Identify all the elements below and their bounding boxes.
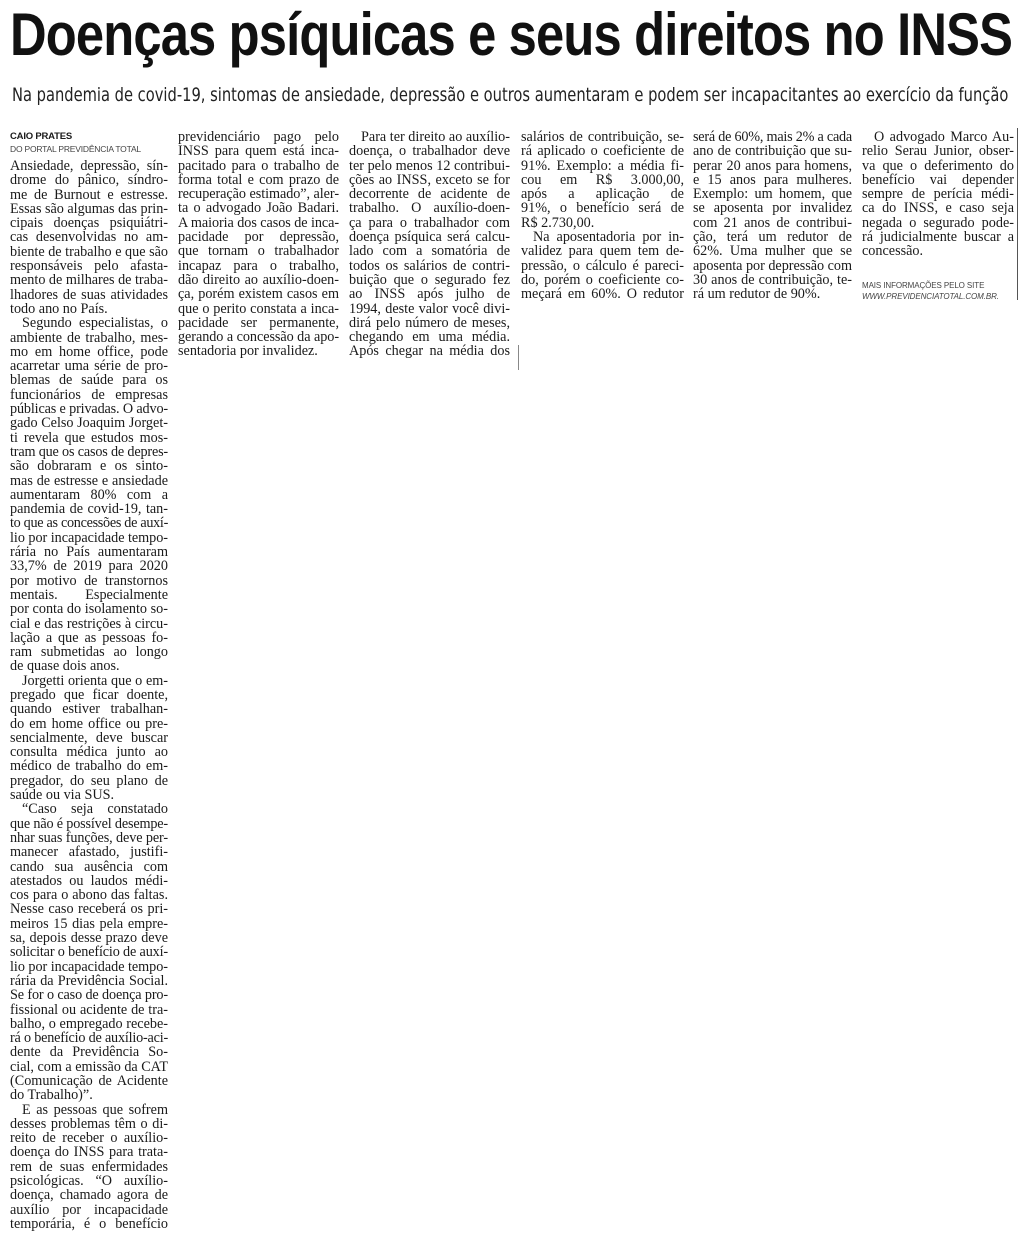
text-line: sencialmente, deve buscar — [10, 729, 168, 746]
text-line: pacitado para o trabalho de — [178, 157, 339, 174]
text-line: por conta do isolamento so- — [10, 601, 168, 618]
text-line: gado Celso Joaquim Jorget- — [10, 415, 168, 432]
text-line: blemas de saúde para os — [10, 372, 168, 389]
text-line: 33,7% de 2019 para 2020 — [10, 558, 168, 575]
subheadline-text: Na pandemia de covid-19, sintomas de ansiedade, depressão e outros aumentaram e podem ser incapacitantes ao exercício da função — [12, 84, 1009, 106]
text-line: que não é possível desempe- — [10, 815, 168, 832]
text-line: quando estiver trabalhan- — [10, 701, 168, 718]
text-line: lado com a somatória de — [349, 243, 510, 260]
paragraph — [521, 230, 684, 301]
text-line: cial e das restrições à circu- — [10, 615, 168, 632]
text-line: desses problemas têm o di- — [10, 1115, 168, 1132]
text-line: responsáveis pelo afasta- — [10, 258, 168, 275]
text-line: são dobraram e os sinto- — [10, 458, 168, 475]
paragraph — [693, 130, 852, 302]
text-line: dirá pelo número de meses, — [349, 314, 510, 331]
text-line: Essas são algumas das prin- — [10, 200, 168, 217]
text-line: ta o advogado João Badari. — [178, 200, 339, 217]
paragraph — [10, 316, 168, 673]
text-line: psicológicas. “O auxílio- — [10, 1173, 168, 1190]
text-line: INSS para quem está inca- — [178, 143, 339, 160]
article-column-4 — [521, 130, 684, 302]
text-line: ção, terá um redutor de — [693, 229, 852, 246]
text-line: va que o deferimento do — [862, 157, 1014, 174]
text-line: rá aplicado o coeficiente de — [521, 143, 684, 160]
text-line: ções ao INSS, exceto se for — [349, 171, 510, 188]
text-line: ter pelo menos 12 contribui- — [349, 157, 510, 174]
text-line: Nesse caso receberá os pri- — [10, 901, 168, 918]
text-line: que tornam o trabalhador — [178, 243, 339, 260]
text-line: por motivo de transtornos — [10, 572, 168, 589]
text-line: atestados ou laudos médi- — [10, 872, 168, 889]
text-line: médico de trabalho do em- — [10, 758, 168, 775]
text-line: mo em home office, pode — [10, 343, 168, 360]
text-line: lhadores de suas atividades — [10, 286, 168, 303]
text-line: doença psíquica será calcu- — [349, 229, 510, 246]
text-line: de quase dois anos. — [10, 658, 120, 675]
text-line: rá o benefício de auxílio-aci- — [10, 1030, 168, 1047]
text-line: previdenciário pago pelo — [178, 129, 339, 145]
text-line: doença, chamado agora de — [10, 1187, 168, 1204]
text-line: que o perito constata a inca- — [178, 300, 339, 317]
text-line: forma total e com prazo de — [178, 171, 339, 188]
text-line: após a aplicação de — [521, 186, 684, 203]
text-line: 91%, o benefício será de — [521, 200, 684, 217]
text-line: do, porém o coeficiente co- — [521, 271, 684, 288]
text-line: Após chegar na média dos — [349, 343, 510, 360]
text-line: do Trabalho)”. — [10, 1087, 93, 1104]
text-line: e 15 anos para mulheres. — [693, 171, 852, 188]
subheadline — [12, 82, 1008, 108]
text-line: Ansiedade, depressão, sín- — [10, 158, 168, 174]
text-line: (Comunicação de Acidente — [10, 1073, 168, 1089]
text-line: recuperação estimado”, aler- — [178, 186, 339, 203]
article-column-3 — [349, 130, 510, 359]
text-line: Para ter direito ao auxílio- — [361, 129, 510, 145]
footnote-url: WWW.PREVIDENCIATOTAL.COM.BR. — [862, 292, 999, 301]
column-divider — [1017, 128, 1018, 300]
text-line: salários de contribuição, se- — [521, 129, 684, 145]
text-line: saúde ou via SUS. — [10, 787, 115, 804]
text-line: rária da Previdência Social. — [10, 972, 168, 989]
text-line: “Caso seja constatado — [22, 801, 168, 818]
paragraph — [10, 1103, 168, 1232]
text-line: mento de milhares de traba- — [10, 272, 168, 289]
text-line: pandemia de covid-19, tan- — [10, 501, 168, 518]
text-line: ram submetidas ao longo — [10, 644, 168, 661]
text-line: aposenta por depressão com — [693, 257, 852, 274]
text-line: gerando a concessão da apo- — [178, 329, 339, 346]
text-line: Segundo especialistas, o — [22, 315, 168, 332]
text-line: públicas e privadas. O advo- — [10, 401, 168, 418]
article-column-1 — [10, 159, 168, 1231]
headline — [10, 2, 1012, 68]
text-line: se aposenta por invalidez — [693, 200, 852, 217]
text-line: fissional ou acidente de tra- — [10, 1001, 168, 1018]
text-line: pregador, do seu plano de — [10, 772, 168, 789]
text-line: dão direito ao auxílio-doen- — [178, 271, 339, 288]
footnote-label: MAIS INFORMAÇÕES PELO SITE — [862, 281, 985, 290]
text-line: R$ 2.730,00. — [521, 214, 595, 231]
text-line: ao INSS após julho de — [349, 286, 510, 303]
text-line: concessão. — [862, 243, 924, 260]
text-line: rem de suas enfermidades — [10, 1158, 168, 1175]
text-line: to que as concessões de auxí- — [10, 515, 168, 532]
text-line: rá um redutor de 90%. — [693, 286, 821, 303]
text-line: acarretar uma série de pro- — [10, 358, 168, 375]
text-line: todo ano no País. — [10, 300, 108, 317]
text-line: pregado que ficar doente, — [10, 686, 168, 703]
text-line: meçará em 60%. O redutor — [521, 286, 684, 303]
text-line: cou em R$ 3.000,00, — [521, 171, 684, 188]
article-column-6 — [862, 130, 1014, 259]
text-line: rá judicialmente buscar a — [862, 229, 1014, 246]
text-line: 30 anos de contribuição, te- — [693, 271, 852, 288]
text-line: sa, depois desse prazo deve — [10, 930, 168, 947]
text-line: cos para o abono das faltas. — [10, 887, 168, 904]
text-line: Jorgetti orienta que o em- — [22, 672, 168, 689]
text-line: doença, o trabalhador deve — [349, 143, 510, 160]
text-line: pacidade por depressão, — [178, 229, 339, 246]
text-line: perar 20 anos para homens, — [693, 157, 852, 174]
text-line: lio por incapacidade tempo- — [10, 958, 168, 975]
text-line: biente de trabalho e que são — [10, 243, 168, 260]
text-line: ambiente de trabalho, mes- — [10, 329, 168, 346]
author-source: DO PORTAL PREVIDÊNCIA TOTAL — [10, 144, 141, 154]
text-line: lio por incapacidade tempo- — [10, 529, 168, 546]
text-line: solicitar o benefício de auxí- — [10, 944, 168, 961]
text-line: sempre de perícia médi- — [862, 186, 1014, 203]
text-line: incapaz para o trabalho, — [178, 257, 339, 274]
footnote — [862, 280, 999, 302]
text-line: doença do INSS para trata- — [10, 1144, 168, 1161]
text-line: auxílio por incapacidade — [10, 1201, 168, 1218]
text-line: será de 60%, mais 2% a cada — [693, 129, 852, 145]
text-line: E as pessoas que sofrem — [22, 1101, 168, 1118]
text-line: cando sua ausência com — [10, 858, 168, 875]
text-line: cas desenvolvidas no am- — [10, 229, 168, 246]
text-line: Na aposentadoria por in- — [533, 229, 684, 246]
text-line: balho, o empregado recebe- — [10, 1015, 168, 1032]
text-line: ca do INSS, e caso seja — [862, 200, 1014, 217]
text-line: trabalho. O auxílio-doen- — [349, 200, 510, 217]
text-line: benefício vai depender — [862, 171, 1014, 188]
text-line: buição que o segurado fez — [349, 271, 510, 288]
text-line: 62%. Uma mulher que se — [693, 243, 852, 260]
text-line: me de Burnout e estresse. — [10, 186, 168, 203]
text-line: decorrente de acidente de — [349, 186, 510, 203]
text-line: ça para o trabalhador com — [349, 214, 510, 231]
text-line: do em home office ou pre- — [10, 715, 168, 732]
text-line: aumentaram 80% com a — [10, 486, 168, 503]
text-line: consulta médica junto ao — [10, 744, 168, 761]
text-line: ti revela que estudos mos- — [10, 429, 168, 446]
text-line: reito de receber o auxílio- — [10, 1130, 168, 1147]
paragraph — [10, 802, 168, 1102]
text-line: temporária, é o benefício — [10, 1215, 168, 1232]
text-line: dente da Previdência So- — [10, 1044, 168, 1061]
article-column-2 — [178, 130, 339, 359]
headline-text: Doenças psíquicas e seus direitos no INSS — [10, 1, 1013, 68]
text-line: pacidade ser permanente, — [178, 314, 339, 331]
text-line: mentais. Especialmente — [10, 586, 168, 603]
text-line: validez para quem tem de- — [521, 243, 684, 260]
text-line: negada o segurado pode- — [862, 214, 1014, 231]
text-line: mas de estresse e ansiedade — [10, 472, 168, 489]
paragraph — [10, 674, 168, 803]
text-line: O advogado Marco Au- — [874, 129, 1014, 145]
text-line: cipais doenças psiquiátri- — [10, 215, 168, 232]
text-line: cial, com a emissão da CAT — [10, 1058, 168, 1075]
paragraph — [521, 130, 684, 230]
text-line: 1994, deste valor você divi- — [349, 300, 510, 317]
text-line: nhar suas funções, deve per- — [10, 829, 168, 846]
text-line: ça, porém existem casos em — [178, 286, 339, 303]
column-divider — [518, 345, 519, 370]
text-line: funcionários de empresas — [10, 386, 168, 403]
paragraph — [178, 130, 339, 359]
text-line: lação a que as pessoas fo- — [10, 629, 168, 646]
paragraph — [10, 159, 168, 316]
text-line: relio Serau Junior, obser- — [862, 143, 1014, 160]
text-line: A maioria dos casos de inca- — [178, 214, 339, 231]
text-line: pressão, o cálculo é pareci- — [521, 257, 684, 274]
text-line: com 21 anos de contribui- — [693, 214, 852, 231]
text-line: Exemplo: um homem, que — [693, 186, 852, 203]
text-line: Se for o caso de doença pro- — [10, 987, 168, 1004]
text-line: sentadoria por invalidez. — [178, 343, 318, 360]
text-line: drome do pânico, síndro- — [10, 172, 168, 189]
byline — [10, 131, 141, 155]
text-line: meiros 15 dias pela empre- — [10, 915, 168, 932]
text-line: rária no País aumentaram — [10, 544, 168, 561]
text-line: ano de contribuição que su- — [693, 143, 852, 160]
text-line: 91%. Exemplo: a média fi- — [521, 157, 684, 174]
author-name: CAIO PRATES — [10, 131, 73, 142]
text-line: chegando em uma média. — [349, 329, 510, 346]
text-line: tram que os casos de depres- — [10, 443, 168, 460]
text-line: manecer afastado, justifi- — [10, 844, 168, 861]
paragraph — [862, 130, 1014, 259]
article-column-5 — [693, 130, 852, 302]
text-line: todos os salários de contri- — [349, 257, 510, 274]
paragraph — [349, 130, 510, 359]
